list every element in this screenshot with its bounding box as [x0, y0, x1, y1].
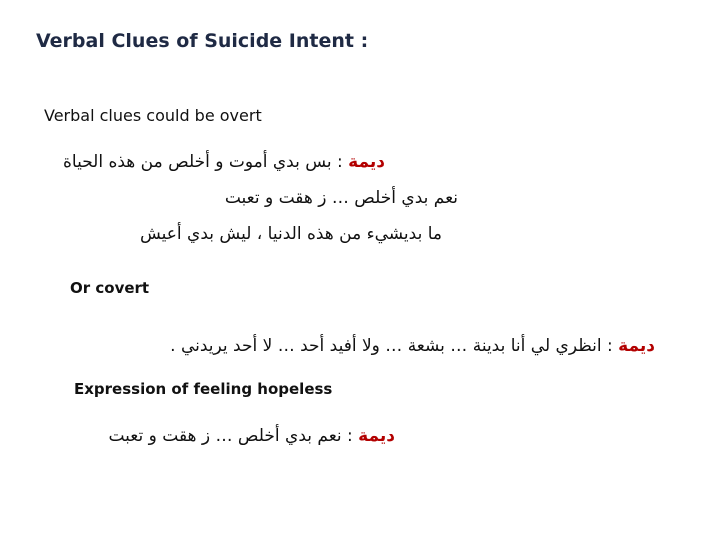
overt-line-1-text: : بس بدي أموت و أخلص من هذه الحياة	[62, 152, 349, 172]
speaker-name: ديمة	[618, 336, 655, 356]
covert-heading: Or covert	[70, 279, 150, 297]
speaker-name: ديمة	[348, 152, 385, 172]
hopeless-line	[108, 426, 395, 446]
overt-line-3: ما بديشيء من هذه الدنيا ، ليش بدي أعيش	[139, 224, 442, 244]
page-title: Verbal Clues of Suicide Intent :	[36, 30, 369, 52]
speaker-name: ديمة	[358, 426, 395, 446]
hopeless-heading: Expression of feeling hopeless	[74, 380, 333, 398]
covert-line-text: : انظري لي أنا بدينة … بشعة … ولا أفيد أحد … لا أحد يريدني .	[170, 336, 619, 356]
overt-line-1	[63, 152, 385, 172]
overt-line-2: نعم بدي أخلص … ز هقت و تعبت	[224, 188, 458, 208]
hopeless-line-text: : نعم بدي أخلص … ز هقت و تعبت	[108, 426, 359, 446]
covert-line	[170, 336, 655, 356]
overt-heading: Verbal clues could be overt	[44, 106, 262, 125]
